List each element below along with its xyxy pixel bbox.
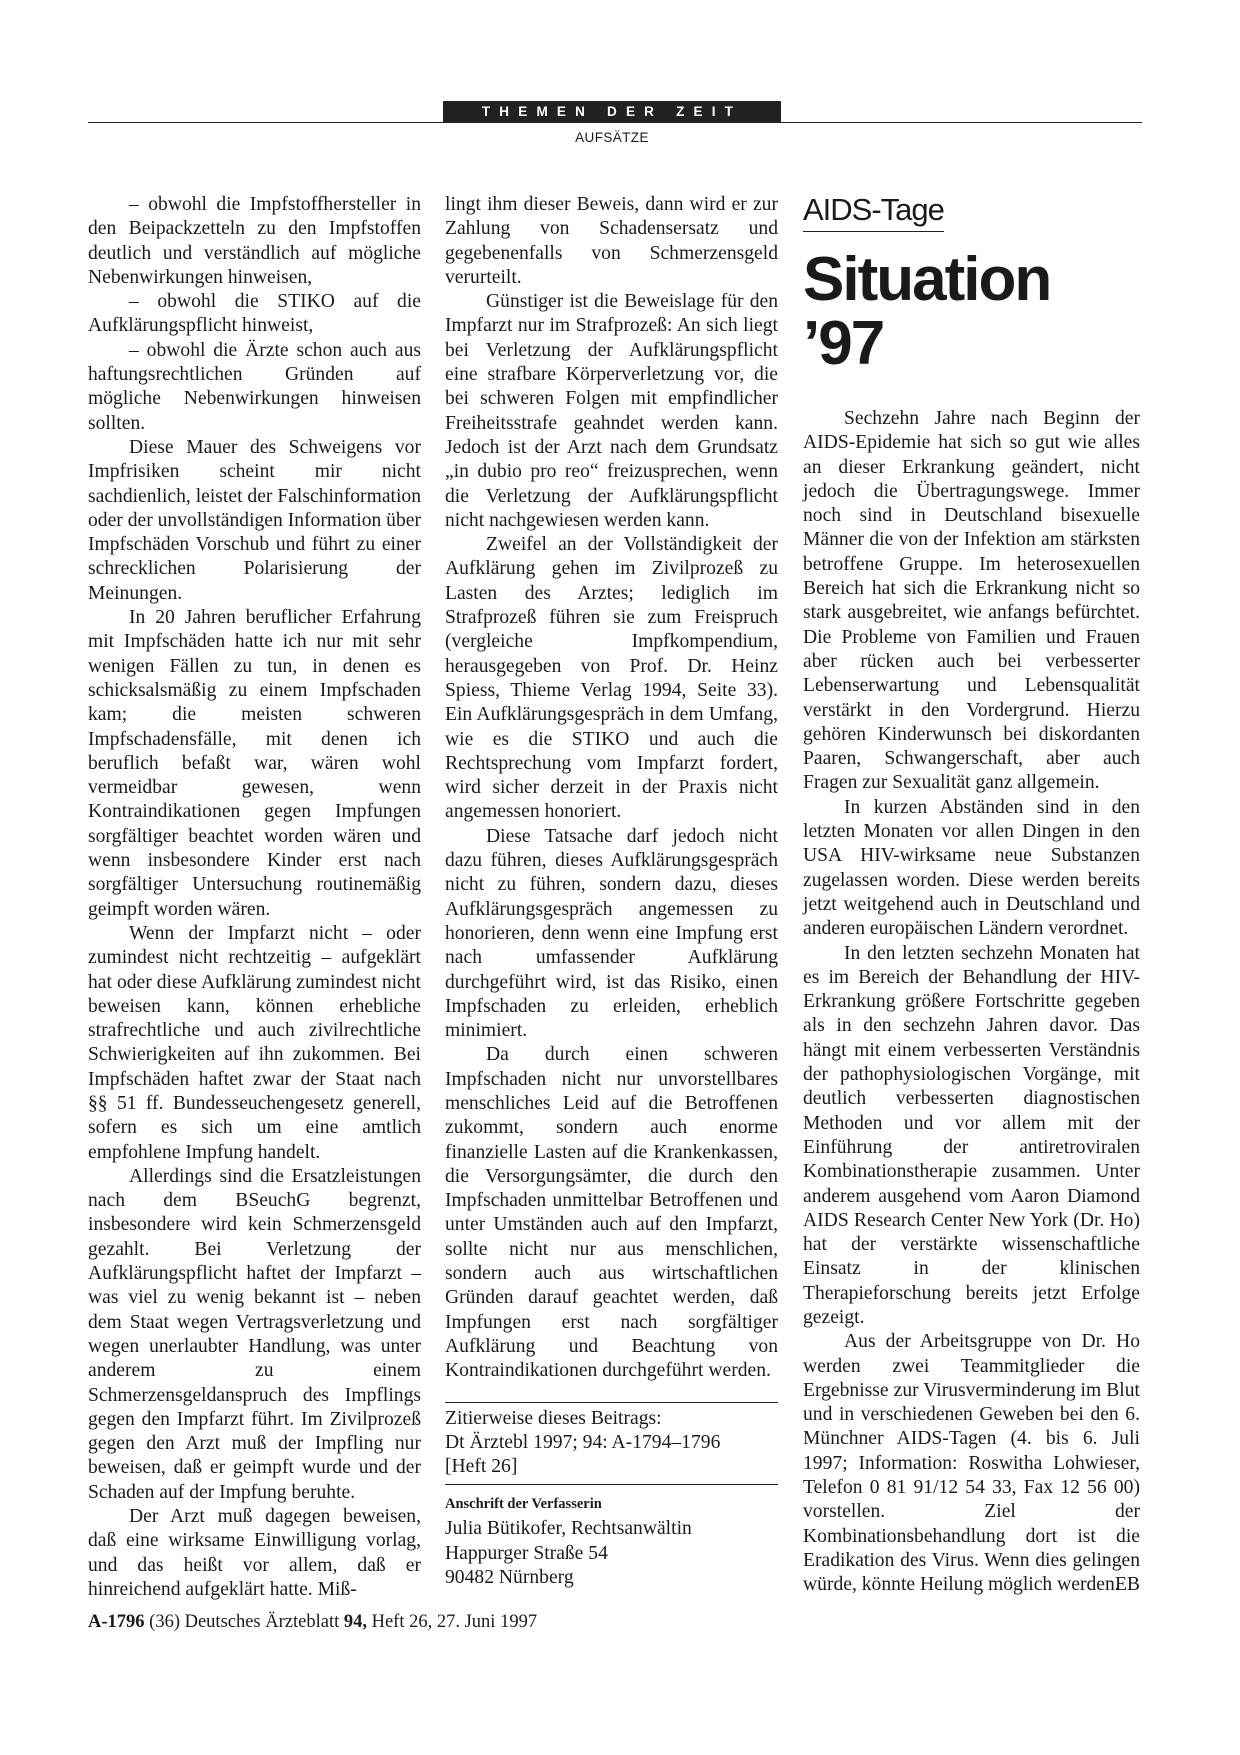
- footer-journal: (36) Deutsches Ärzteblatt: [149, 1612, 340, 1632]
- author-address-heading: Anschrift der Verfasserin: [445, 1496, 602, 1513]
- footer-volume: 94,: [343, 1612, 367, 1632]
- author-name: Julia Bütikofer, Rechtsanwältin: [445, 1518, 692, 1540]
- author-street: Happurger Straße 54: [445, 1542, 608, 1564]
- sidebar-kicker: AIDS-Tage: [803, 191, 944, 232]
- paragraph: Allerdings sind die Ersatzleistungen nach dem BSeuchG begrenzt, insbesondere wird kein Schmerzensgeld gezahlt. Bei Verletzung der Aufklärungspflicht haftet der Impfarzt – was viel zu wenig bekannt ist – neben dem Staat wegen Vertragsverletzung und wegen unerlaubter Handlung, was unter anderem zu einem Schmerzensgeldanspruch des Impflings gegen den Impfarzt führt. Im Zivilprozeß gegen den Arzt muß der Impfling nur beweisen, daß er geimpft wurde und der Schaden auf der Impfung beruhte.: [88, 1165, 421, 1503]
- paragraph: Günstiger ist die Beweislage für den Impfarzt nur im Strafprozeß: An sich liegt bei Verletzung der Aufklärungspflicht eine strafbare Körperverletzung vor, die bei schweren Folgen mit empfindlicher Freiheitsstrafe geahndet werden kann. Jedoch ist der Arzt nach dem Grundsatz „in dubio pro reo“ freizusprechen, wenn die Verletzung der Aufklärungspflicht nicht nachgewiesen werden kann.: [445, 291, 778, 531]
- citation-issue: [Heft 26]: [445, 1456, 518, 1478]
- paragraph: lingt ihm dieser Beweis, dann wird er zur Zahlung von Schadensersatz und gegebenenfalls von Schmerzensgeld verurteilt.: [445, 194, 778, 288]
- section-subtitle: AUFSÄTZE: [575, 130, 649, 145]
- paragraph: Aus der Arbeitsgruppe von Dr. Ho werden zwei Teammitglieder die Ergebnisse zur Virusverminderung im Blut und in verschiedenen Geweben bei den 6. Münchner AIDS-Tagen (4. bis 6. Juli 1997; Information: Roswitha Lohwieser, Telefon 0 81 91/12 54 33, Fax 12 56 00) vorstellen. Ziel der Kombinationsbehandlung dort ist die Eradikation des Virus. Wenn dies gelingen würde, könnte Heilung möglich werden.: [803, 1331, 1140, 1596]
- paragraph: – obwohl die STIKO auf die Aufklärungspflicht hinweist,: [88, 291, 421, 337]
- citation-label: Zitierweise dieses Beitrags:: [445, 1407, 662, 1429]
- header-rule: [88, 122, 1142, 123]
- paragraph: In den letzten sechzehn Monaten hat es im Bereich der Behandlung der HIV-Erkrankung größere Fortschritte gegeben als in den sechzehn Jahren davor. Das hängt mit einem verbesserten Verständnis der pathophysiologischen Vorgänge, mit deutlich verbesserten diagnostischen Methoden und vor allem mit der Einführung der antiretroviralen Kombinationstherapie zusammen. Unter anderem ausgehend vom Aaron Diamond AIDS Research Center New York (Dr. Ho) hat der verstärkte wissenschaftliche Einsatz in der klinischen Therapieforschung bereits jetzt Erfolge gezeigt.: [803, 942, 1140, 1328]
- last-paragraph-wrapper: [803, 1330, 1140, 1597]
- page-footer: [88, 1610, 537, 1634]
- author-city: 90482 Nürnberg: [445, 1567, 574, 1589]
- article-column-2: [445, 193, 778, 1590]
- paragraph: Diese Tatsache darf jedoch nicht dazu führen, dieses Aufklärungsgespräch nicht zu führen, sondern dazu, dieses Aufklärungsgespräch angemessen zu honorieren, denn wenn eine Impfung erst nach umfassender Aufklärung durchgeführt wird, ist das Risiko, einen Impfschaden zu erleiden, erheblich minimiert.: [445, 825, 778, 1042]
- sidebar-column: [803, 191, 1140, 1598]
- signature: EB: [1114, 1574, 1140, 1596]
- paragraph: Da durch einen schweren Impfschaden nicht nur unvorstellbares menschliches Leid auf die Betroffenen zukommt, sondern auch enorme finanzielle Lasten auf die Krankenkassen, die Versorgungsämter, die durch den Impfschaden unmittelbar Betroffenen und unter Umständen auch auf den Impfarzt, sollte nicht nur aus menschlichen, sondern auch aus wirtschaftlichen Gründen darauf geachtet werden, daß Impfungen erst nach sorgfältiger Aufklärung und Beachtung von Kontraindikationen durchgeführt werden.: [445, 1044, 778, 1382]
- paragraph: Wenn der Impfarzt nicht – oder zumindest nicht rechtzeitig – aufgeklärt hat oder diese Aufklärung zumindest nicht beweisen kann, können erhebliche strafrechtliche und auch zivilrechtliche Schwierigkeiten auf ihn zukommen. Bei Impfschäden haftet zwar der Staat nach §§ 51 ff. Bundesseuchengesetz generell, sofern es sich um eine amtlich empfohlene Impfung handelt.: [88, 922, 421, 1163]
- page-number: A-1796: [88, 1612, 145, 1632]
- paragraph: Diese Mauer des Schweigens vor Impfrisiken scheint mir nicht sachdienlich, leistet der Falschinformation oder der unvollständigen Information über Impfschäden Vorschub und führt zu einer schrecklichen Polarisierung der Meinungen.: [88, 436, 421, 604]
- paragraph: In kurzen Abständen sind in den letzten Monaten vor allen Dingen in den USA HIV-wirksame neue Substanzen zugelassen worden. Diese werden bereits jetzt weitgehend auch in Deutschland und anderen europäischen Ländern verordnet.: [803, 796, 1140, 940]
- article-column-1: [88, 193, 421, 1602]
- section-banner: THEMEN DER ZEIT: [443, 101, 781, 122]
- paragraph: Der Arzt muß dagegen beweisen, daß eine wirksame Einwilligung vorlag, und das heißt vor allem, daß er hinreichend aufgeklärt hatte. Miß-: [88, 1506, 421, 1600]
- citation-reference: Dt Ärztebl 1997; 94: A-1794–1796: [445, 1431, 721, 1453]
- paragraph: – obwohl die Ärzte schon auch aus haftungsrechtlichen Gründen auf mögliche Nebenwirkungen hinweisen sollten.: [88, 339, 421, 434]
- footer-issue: Heft 26, 27. Juni 1997: [371, 1612, 538, 1632]
- paragraph: – obwohl die Impfstoffhersteller in den Beipackzetteln zu den Impfstoffen deutlich und verständlich auf mögliche Nebenwirkungen hinweisen,: [88, 194, 421, 288]
- sidebar-headline: Situation ’97: [803, 245, 1051, 378]
- paragraph: In 20 Jahren beruflicher Erfahrung mit Impfschäden hatte ich nur mit sehr wenigen Fällen zu tun, in denen es schicksalsmäßig zu einem Impfschaden kam; die meisten schweren Impfschadensfälle, mit denen ich beruflich befaßt war, wären wohl vermeidbar gewesen, wenn Kontraindikationen gegen Impfungen sorgfältiger beachtet worden wären und wenn insbesondere Kinder erst nach sorgfältiger Untersuchung routinemäßig geimpft worden wären.: [88, 607, 421, 920]
- citation-box: [445, 1402, 778, 1486]
- paragraph: Zweifel an der Vollständigkeit der Aufklärung gehen im Zivilprozeß zu Lasten des Arztes; lediglich im Strafprozeß führen sie zum Freispruch (vergleiche Impfkompendium, herausgegeben von Prof. Dr. Heinz Spiess, Thieme Verlag 1994, Seite 33). Ein Aufklärungsgespräch in dem Umfang, wie es die STIKO und auch die Rechtsprechung vom Impfarzt fordert, wird sicher derzeit in der Praxis nicht angemessen honoriert.: [445, 534, 778, 823]
- paragraph: Sechzehn Jahre nach Beginn der AIDS-Epidemie hat sich so gut wie alles an dieser Erkrankung geändert, nicht jedoch die Übertragungswege. Immer noch sind in Deutschland bisexuelle Männer die von der Infektion am stärksten betroffene Gruppe. Im heterosexuellen Bereich hat sich die Erkrankung nicht so stark ausgebreitet, wie anfangs befürchtet. Die Probleme von Familien und Frauen aber rücken auch bei verbesserter Lebenserwartung und Lebensqualität verstärkt in den Vordergrund. Hierzu gehören Kinderwunsch bei diskordanten Paaren, Schwangerschaft, aber auch Fragen zur Sexualität ganz allgemein.: [803, 408, 1140, 794]
